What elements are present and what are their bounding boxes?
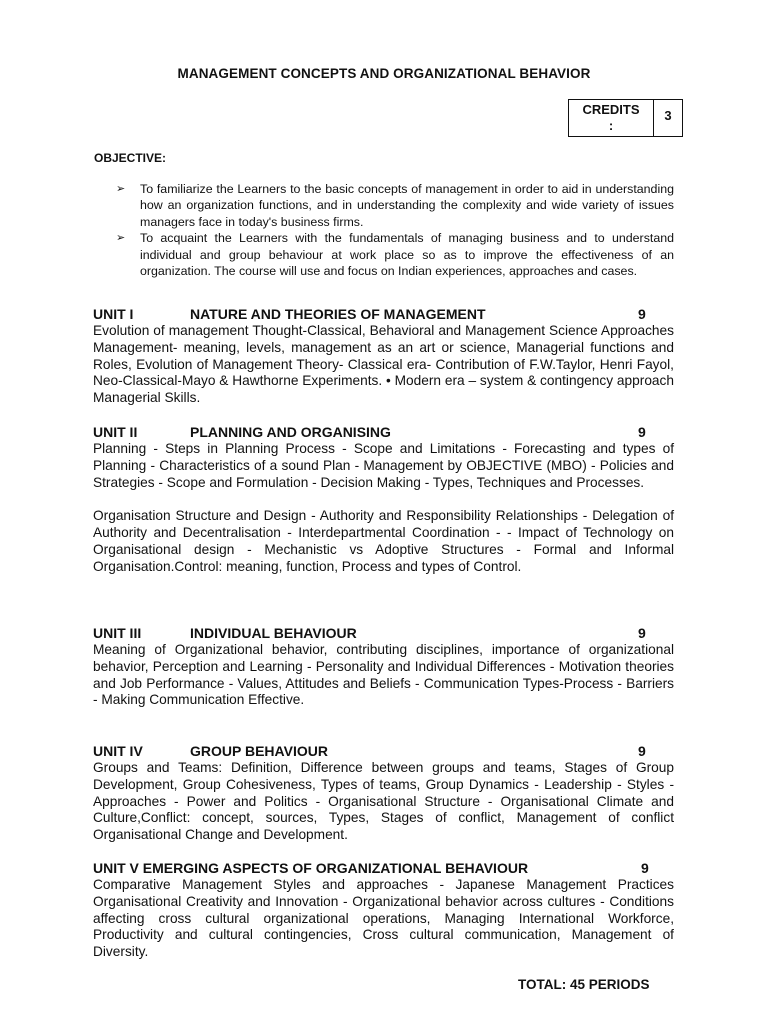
unit-paragraph: Comparative Management Styles and approaches - Japanese Management Practices Organisational Creativity and Innovation - Organizational behavior across cultures - Conditions affecting cross cultural organizational operations, Managing International Workforce, Productivity and cultural contingencies, Cross cultural communication, Management of Diversity.: [93, 877, 674, 960]
unit-heading: [93, 742, 674, 760]
unit-paragraph: Planning - Steps in Planning Process - Scope and Limitations - Forecasting and types of Planning - Characteristics of a sound Plan - Management by OBJECTIVE (MBO) - Policies and Strategies - Scope and Formulation - Decision Making - Types, Techniques and Processes.: [93, 441, 674, 490]
unit-number: UNIT II: [93, 424, 138, 440]
objective-text: To familiarize the Learners to the basic concepts of management in order to aid in understanding how an organization functions, and in understanding the complexity and wide variety of issues managers face in today's business firms.: [140, 182, 674, 229]
credits-colon: :: [608, 118, 614, 133]
unit-section-5: [93, 859, 674, 961]
credits-value: 3: [654, 100, 683, 137]
unit-number: UNIT III: [93, 625, 142, 641]
unit-credits: 9: [641, 860, 649, 876]
unit-credits: 9: [638, 743, 646, 759]
unit-section-2: [93, 423, 674, 575]
unit-number: UNIT IV: [93, 743, 143, 759]
unit-credits: 9: [638, 306, 646, 322]
arrow-bullet-icon: ➢: [116, 232, 126, 245]
unit-paragraph: Groups and Teams: Definition, Difference between groups and teams, Stages of Group Development, Group Cohesiveness, Types of teams, Group Dynamics - Leadership - Styles - Approaches - Power and Politics - Organisational Structure - Organisational Climate and Culture,Conflict: concept, sources, Types, Stages of conflict, Management of conflict Organisational Change and Development.: [93, 760, 674, 843]
unit-paragraph: Evolution of management Thought-Classical, Behavioral and Management Science Approaches Management- meaning, levels, management as an art or science, Managerial functions and Roles, Evolution of Management Theory- Classical era- Contribution of F.W.Taylor, Henri Fayol, Neo-Classical-Mayo & Hawthorne Experiments. • Modern era – system & contingency approach Managerial Skills.: [93, 323, 674, 406]
page-title: MANAGEMENT CONCEPTS AND ORGANIZATIONAL BEHAVIOR: [177, 66, 591, 81]
objective-item: [116, 230, 674, 279]
unit-section-1: [93, 305, 674, 407]
objective-heading: OBJECTIVE:: [94, 151, 167, 165]
unit-paragraph: Organisation Structure and Design - Authority and Responsibility Relationships - Delegation of Authority and Decentralisation - Interdepartmental Coordination - - Impact of Technology on Organisational design - Mechanistic vs Adoptive Structures - Formal and Informal Organisation.Control: meaning, function, Process and types of Control.: [93, 508, 674, 574]
objective-item: [116, 181, 674, 230]
unit-heading: [93, 859, 674, 877]
unit-number: UNIT I: [93, 306, 134, 322]
unit-heading: [93, 423, 674, 441]
unit-number-and-title: [93, 859, 528, 877]
unit-title: GROUP BEHAVIOUR: [190, 743, 328, 759]
unit-section-3: [93, 624, 674, 709]
unit-title: NATURE AND THEORIES OF MANAGEMENT: [190, 306, 486, 322]
credits-box: [568, 99, 683, 137]
unit-title: PLANNING AND ORGANISING: [190, 424, 391, 440]
unit-paragraph: Meaning of Organizational behavior, contributing disciplines, importance of organizational behavior, Perception and Learning - Personality and Individual Differences - Motivation theories and Job Performance - Values, Attitudes and Beliefs - Communication Types-Process - Barriers - Making Communication Effective.: [93, 642, 674, 708]
total-periods: TOTAL: 45 PERIODS: [518, 977, 650, 992]
unit-title: EMERGING ASPECTS OF ORGANIZATIONAL BEHAVIOUR: [142, 860, 529, 876]
unit-credits: 9: [638, 424, 646, 440]
unit-heading: [93, 305, 674, 323]
unit-number: UNIT V: [93, 860, 139, 876]
arrow-bullet-icon: ➢: [116, 183, 126, 195]
objective-list: [116, 181, 674, 279]
unit-credits: 9: [638, 625, 646, 641]
credits-label-cell: [569, 100, 654, 137]
unit-heading: [93, 624, 674, 642]
objective-text: To acquaint the Learners with the fundamentals of managing business and to understand individual and group behaviour at work place so as to improve the effectiveness of an organization. The course will use and focus on Indian experiences, approaches and cases.: [140, 231, 674, 279]
unit-section-4: [93, 742, 674, 844]
credits-label: CREDITS: [582, 102, 640, 117]
unit-title: INDIVIDUAL BEHAVIOUR: [190, 625, 357, 641]
